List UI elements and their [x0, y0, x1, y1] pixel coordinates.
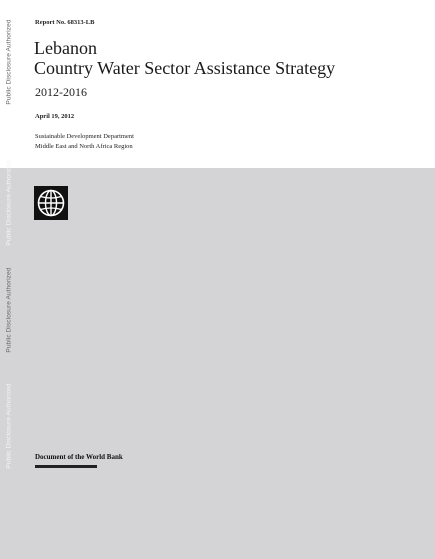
region-name: Middle East and North Africa Region — [35, 142, 133, 150]
document-title — [34, 38, 335, 78]
title-country: Lebanon — [34, 38, 97, 58]
department-block — [35, 132, 134, 151]
disclosure-stamp: Public Disclosure Authorized — [5, 383, 13, 469]
disclosure-stamp: Public Disclosure Authorized — [5, 19, 13, 105]
footer-rule — [35, 465, 97, 468]
disclosure-stamp: Public Disclosure Authorized — [5, 267, 13, 353]
disclosure-stamp: Public Disclosure Authorized — [5, 160, 13, 246]
report-number: Report No. 68313-LB — [35, 19, 95, 26]
department-name: Sustainable Development Department — [35, 133, 134, 140]
report-date: April 19, 2012 — [35, 113, 75, 120]
title-strategy: Country Water Sector Assistance Strategy — [34, 58, 336, 78]
strategy-period: 2012-2016 — [35, 85, 87, 99]
cover-grey-panel — [0, 168, 435, 559]
world-bank-logo-icon — [34, 186, 68, 220]
footer-label: Document of the World Bank — [35, 453, 123, 461]
